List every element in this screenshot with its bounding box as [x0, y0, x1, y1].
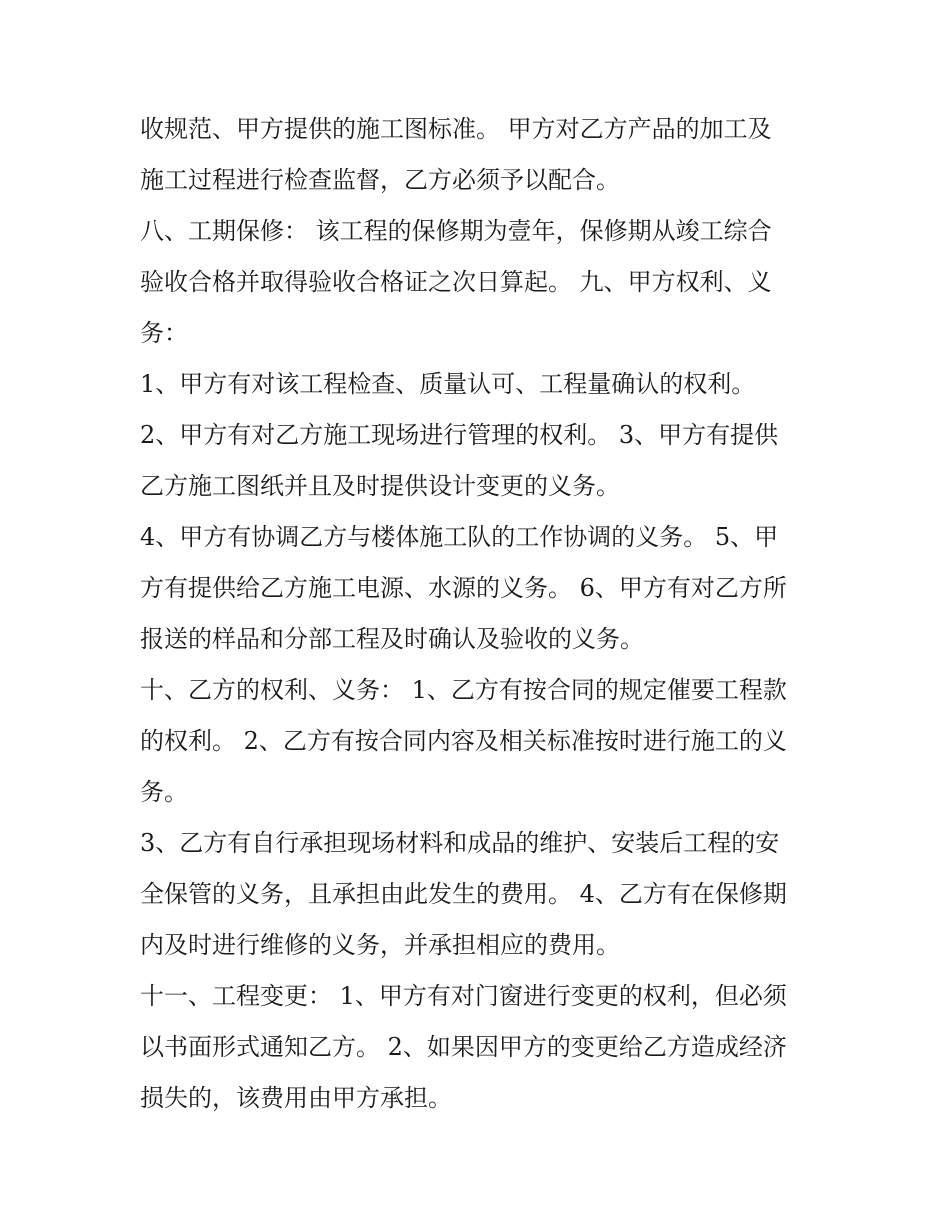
text-line: 损失的，该费用由甲方承担。	[140, 1084, 452, 1112]
text-line: 施工过程进行检查监督，乙方必须予以配合。	[140, 166, 620, 194]
text-line: 全保管的义务，且承担由此发生的费用。 4、乙方有在保修期	[140, 880, 787, 908]
text-line: 内及时进行维修的义务，并承担相应的费用。	[140, 931, 620, 959]
text-line: 乙方施工图纸并且及时提供设计变更的义务。	[140, 472, 620, 500]
text-line: 2、甲方有对乙方施工现场进行管理的权利。 3、甲方有提供	[140, 421, 779, 449]
text-line: 以书面形式通知乙方。 2、如果因甲方的变更给乙方造成经济	[140, 1033, 787, 1061]
text-line: 十、乙方的权利、义务： 1、乙方有按合同的规定催要工程款	[140, 676, 787, 704]
text-line: 报送的样品和分部工程及时确认及验收的义务。	[140, 625, 644, 653]
text-line: 务。	[140, 778, 188, 806]
text-line: 务：	[140, 319, 188, 347]
text-line: 3、乙方有自行承担现场材料和成品的维护、安装后工程的安	[140, 829, 780, 857]
text-line: 收规范、甲方提供的施工图标准。 甲方对乙方产品的加工及	[140, 115, 772, 143]
text-line: 4、甲方有协调乙方与楼体施工队的工作协调的义务。 5、甲	[140, 523, 779, 551]
text-line: 八、工期保修： 该工程的保修期为壹年，保修期从竣工综合	[140, 217, 772, 245]
text-line: 的权利。 2、乙方有按合同内容及相关标准按时进行施工的义	[140, 727, 787, 755]
text-line: 方有提供给乙方施工电源、水源的义务。 6、甲方有对乙方所	[140, 574, 787, 602]
text-line: 十一、工程变更： 1、甲方有对门窗进行变更的权利，但必须	[140, 982, 787, 1010]
text-line: 验收合格并取得验收合格证之次日算起。 九、甲方权利、义	[140, 268, 772, 296]
text-line: 1、甲方有对该工程检查、质量认可、工程量确认的权利。	[140, 370, 756, 398]
document-body	[140, 104, 808, 1124]
